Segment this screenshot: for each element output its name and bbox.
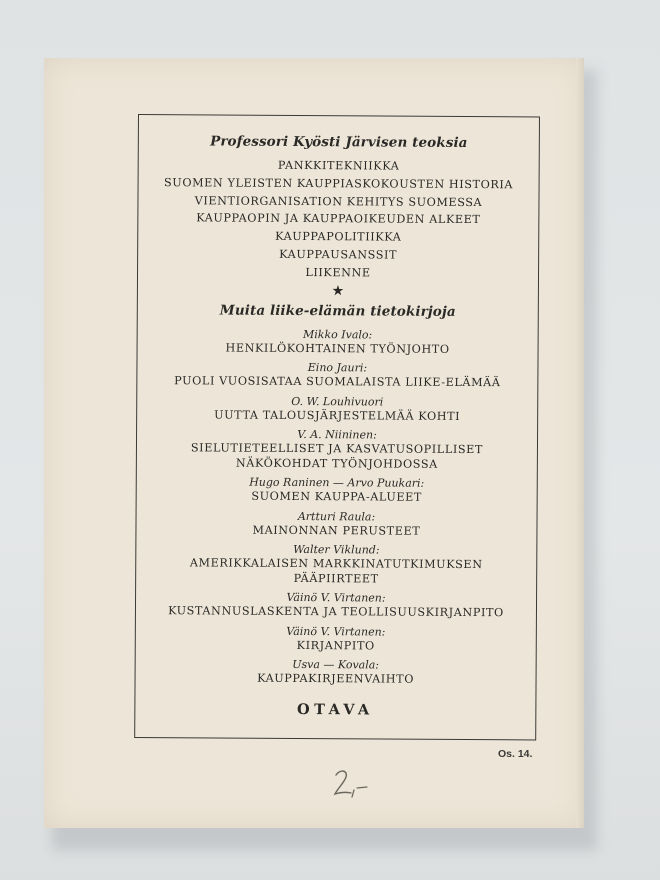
- book-author: Hugo Raninen — Arvo Puukari:: [249, 475, 425, 490]
- text-frame: [134, 114, 540, 740]
- book-entry: [136, 590, 536, 621]
- jarvinen-title: LIIKENNE: [305, 265, 371, 280]
- book-entry: [138, 327, 538, 358]
- book-title: UUTTA TALOUSJÄRJESTELMÄÄ KOHTI: [214, 408, 461, 423]
- book-title: SIELUTIETEELLISET JA KASVATUSOPILLISET: [190, 441, 484, 457]
- book-back-cover: [44, 58, 584, 828]
- book-entry: [137, 360, 537, 391]
- book-author: Väinö V. Virtanen:: [286, 624, 386, 639]
- book-title: KIRJANPITO: [296, 638, 375, 653]
- jarvinen-title: SUOMEN YLEISTEN KAUPPIASKOKOUSTEN HISTORIA: [164, 175, 514, 192]
- book-author: Eino Jauri:: [307, 361, 368, 375]
- publisher-name: OTAVA: [296, 700, 374, 719]
- book-title: AMERIKKALAISEN MARKKINATUTKIMUKSEN: [189, 556, 483, 572]
- book-entry: [136, 657, 536, 688]
- book-author: Mikko Ivalo:: [303, 327, 373, 342]
- jarvinen-title: KAUPPAPOLITIIKKA: [275, 230, 402, 244]
- jarvinen-title: PANKKITEKNIIKKA: [277, 158, 400, 173]
- cover-content: [135, 133, 539, 719]
- book-entry: [137, 427, 537, 472]
- book-title: HENKILÖKOHTAINEN TYÖNJOHTO: [225, 341, 450, 356]
- star-separator: ★: [331, 282, 345, 299]
- series-number: Os. 14.: [498, 748, 533, 760]
- book-title: PUOLI VUOSISATAA SUOMALAISTA LIIKE-ELÄMÄÄ: [174, 374, 501, 390]
- pencil-price-mark: [330, 766, 370, 800]
- book-entry: [137, 475, 537, 506]
- book-title: MAINONNAN PERUSTEET: [252, 523, 421, 538]
- book-author: Väinö V. Virtanen:: [286, 590, 386, 605]
- book-author: O. W. Louhivuori: [291, 394, 384, 409]
- jarvinen-title: KAUPPAOPIN JA KAUPPAOIKEUDEN ALKEET: [196, 211, 481, 227]
- book-title: KAUPPAKIRJEENVAIHTO: [257, 671, 415, 686]
- book-entry: [136, 542, 536, 587]
- jarvinen-title: VIENTIORGANISATION KEHITYS SUOMESSA: [194, 193, 483, 209]
- book-author: Walter Viklund:: [293, 543, 380, 557]
- jarvinen-heading: Professori Kyösti Järvisen teoksia: [210, 133, 468, 152]
- other-books-heading: Muita liike-elämän tietokirjoja: [219, 302, 456, 320]
- book-entry: [137, 394, 537, 425]
- book-title: NÄKÖKOHDAT TYÖNJOHDOSSA: [235, 456, 438, 471]
- cover-edge: [576, 58, 584, 828]
- book-title: KUSTANNUSLASKENTA JA TEOLLISUUSKIRJANPITO: [168, 604, 504, 620]
- book-entry: [136, 624, 536, 655]
- book-author: V. A. Niininen:: [297, 428, 377, 442]
- book-title: PÄÄPIIRTEET: [293, 571, 379, 586]
- book-author: Usva — Kovala:: [292, 658, 380, 672]
- book-entry: [136, 509, 536, 540]
- book-author: Artturi Raula:: [297, 509, 376, 524]
- other-books-list: [136, 327, 538, 688]
- book-title: SUOMEN KAUPPA-ALUEET: [251, 489, 423, 504]
- jarvinen-title-list: [138, 156, 539, 283]
- jarvinen-title: KAUPPAUSANSSIT: [279, 247, 398, 262]
